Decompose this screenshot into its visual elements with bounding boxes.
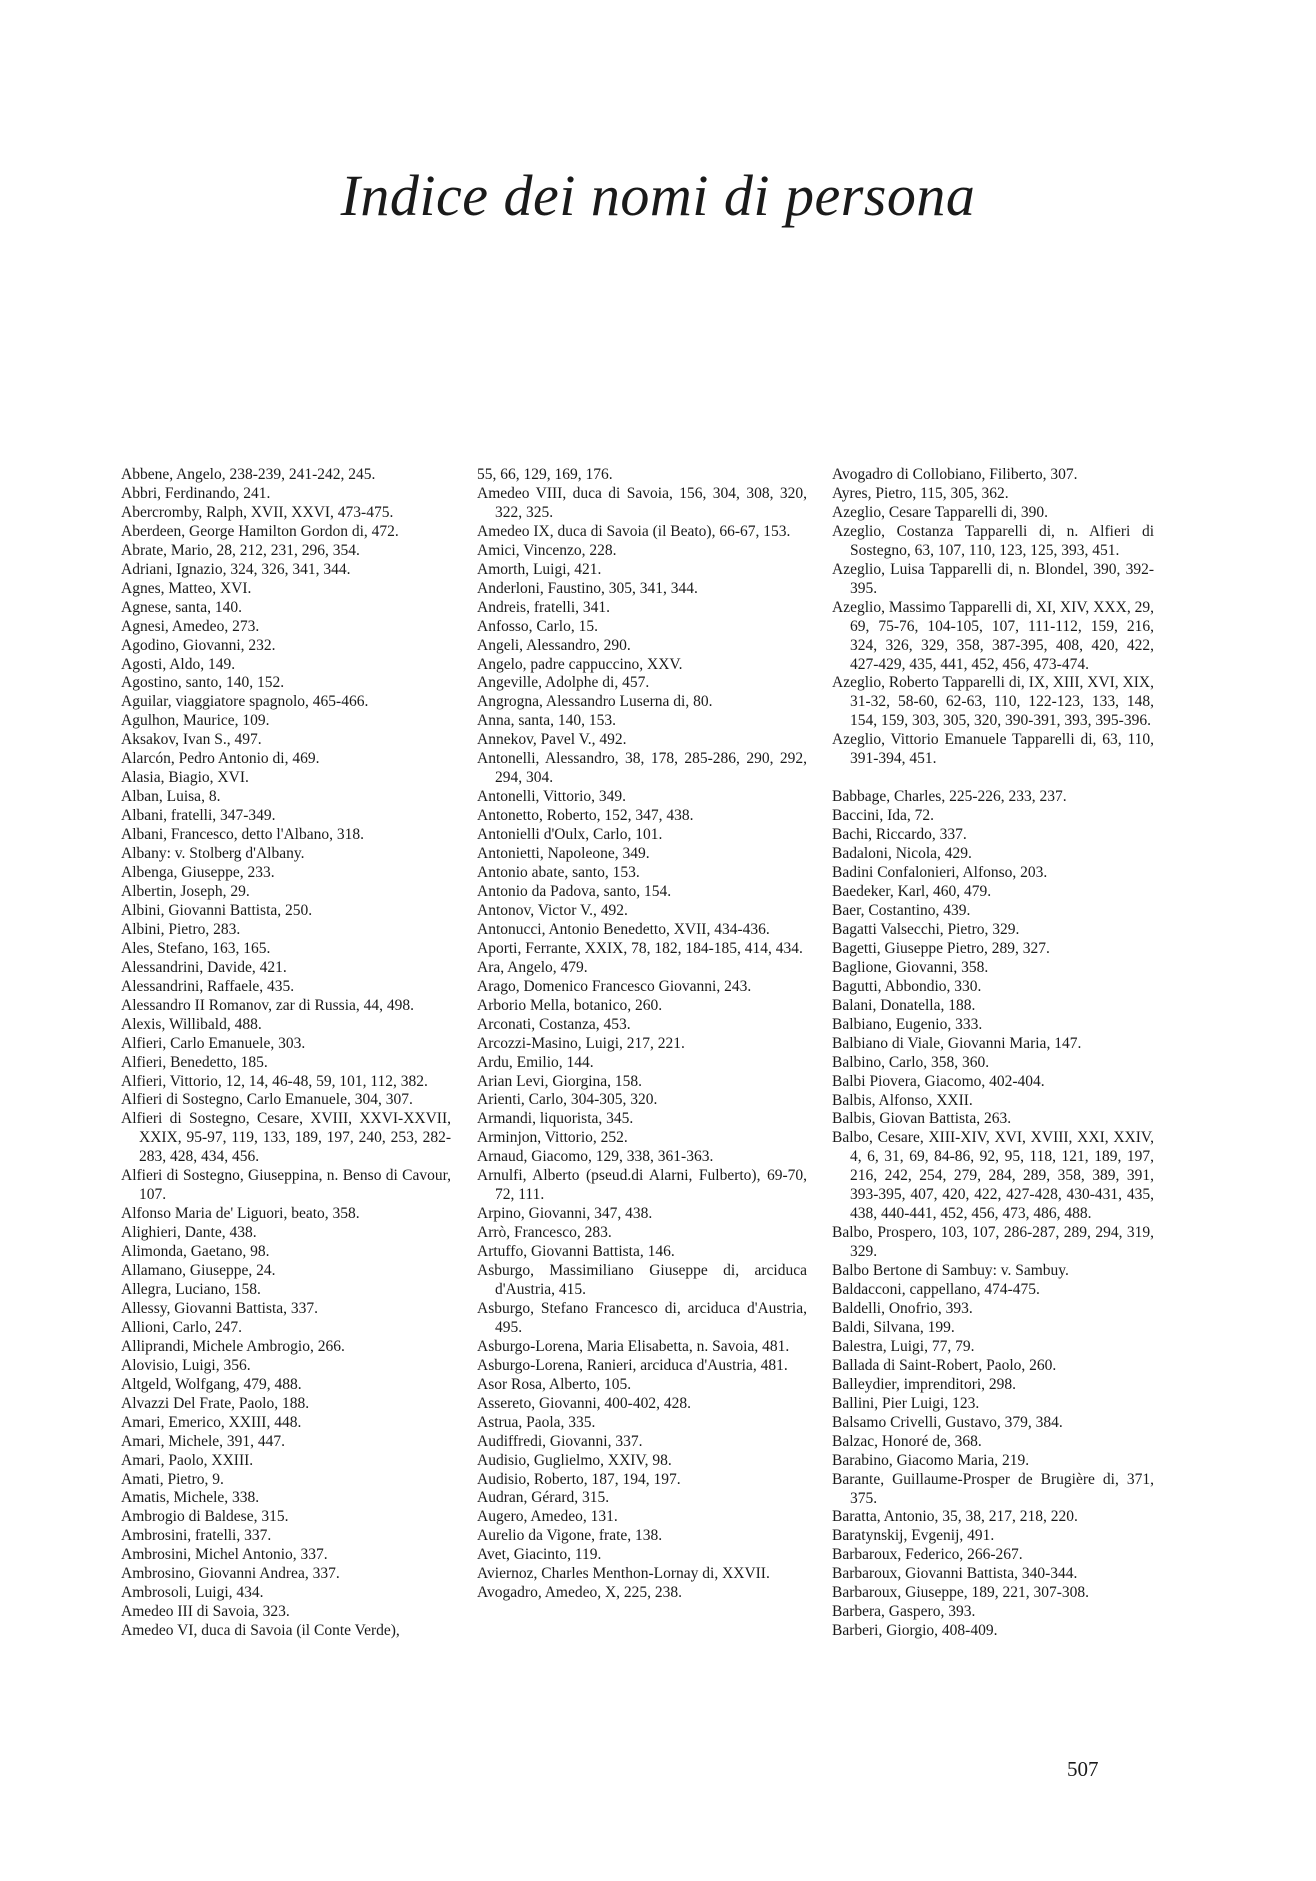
index-entry: Barbaroux, Giuseppe, 189, 221, 307-308. [832,1584,1089,1602]
index-entry: Altgeld, Wolfgang, 479, 488. [121,1375,302,1393]
index-entry: Amedeo IX, duca di Savoia (il Beato), 66-67, 153. [477,522,791,540]
index-entry: Agodino, Giovanni, 232. [121,636,276,654]
index-entry: Alovisio, Luigi, 356. [121,1356,251,1374]
index-entry: Bagatti Valsecchi, Pietro, 329. [832,920,1020,938]
index-entry: Azeglio, Cesare Tapparelli di, 390. [832,503,1048,521]
index-entry: Alfieri di Sostegno, Cesare, XVIII, XXVI-XXVII, XXIX, 95-97, 119, 133, 189, 197, 240, 253, 282-283, 428, 434, 456. [121,1110,451,1166]
index-entry: Balbo Bertone di Sambuy: v. Sambuy. [832,1262,1069,1280]
index-entry: Badini Confalonieri, Alfonso, 203. [832,864,1048,882]
index-entry: Ambrosoli, Luigi, 434. [121,1584,264,1602]
index-entry: Alfieri, Vittorio, 12, 14, 46-48, 59, 101, 112, 382. [121,1072,428,1090]
index-entry: Alfieri di Sostegno, Carlo Emanuele, 304, 307. [121,1091,413,1109]
index-entry: Avet, Giacinto, 119. [477,1546,602,1564]
index-entry: Amati, Pietro, 9. [121,1470,224,1488]
index-entry: Bachi, Riccardo, 337. [832,826,967,844]
index-entry: Artuffo, Giovanni Battista, 146. [477,1243,675,1261]
index-entry: Allioni, Carlo, 247. [121,1318,242,1336]
index-entry: Abercromby, Ralph, XVII, XXVI, 473-475. [121,503,394,521]
index-entry: Ambrogio di Baldese, 315. [121,1508,289,1526]
index-entry: Ayres, Pietro, 115, 305, 362. [832,484,1009,502]
index-entry: Abrate, Mario, 28, 212, 231, 296, 354. [121,541,360,559]
index-entry: Agostino, santo, 140, 152. [121,674,285,692]
index-entry: Alighieri, Dante, 438. [121,1224,257,1242]
index-entry: Azeglio, Luisa Tapparelli di, n. Blondel, 390, 392-395. [832,560,1154,597]
index-entry: Angelo, padre cappuccino, XXV. [477,655,683,673]
index-entry: Aurelio da Vigone, frate, 138. [477,1527,663,1545]
index-entry: Amari, Michele, 391, 447. [121,1432,286,1450]
index-entry: Allamano, Giuseppe, 24. [121,1262,276,1280]
index-entry: Balsamo Crivelli, Gustavo, 379, 384. [832,1413,1063,1431]
index-entry: Alfieri, Carlo Emanuele, 303. [121,1034,306,1052]
index-entry: Albani, Francesco, detto l'Albano, 318. [121,826,364,844]
index-entry: Antonucci, Antonio Benedetto, XVII, 434-436. [477,920,770,938]
index-entry: Amari, Emerico, XXIII, 448. [121,1413,302,1431]
index-entry: Balbiano di Viale, Giovanni Maria, 147. [832,1034,1082,1052]
index-entry: Ballini, Pier Luigi, 123. [832,1394,980,1412]
index-entry: Barabino, Giacomo Maria, 219. [832,1451,1030,1469]
index-entry: Aberdeen, George Hamilton Gordon di, 472. [121,522,399,540]
index-entry: Amici, Vincenzo, 228. [477,541,617,559]
index-entry: Amedeo VIII, duca di Savoia, 156, 304, 308, 320, 322, 325. [477,484,807,521]
index-entry: Agnese, santa, 140. [121,598,242,616]
index-entry: Alessandro II Romanov, zar di Russia, 44, 498. [121,996,415,1014]
index-entry: Anderloni, Faustino, 305, 341, 344. [477,579,698,597]
index-entry: Angrogna, Alessandro Luserna di, 80. [477,693,713,711]
index-entry: Antonielli d'Oulx, Carlo, 101. [477,826,663,844]
index-entry: Baldacconi, cappellano, 474-475. [832,1281,1040,1299]
index-entry: Antonov, Victor V., 492. [477,901,628,919]
page-number: 507 [1067,1757,1099,1781]
index-entry: Ambrosino, Giovanni Andrea, 337. [121,1565,340,1583]
index-entry: Albertin, Joseph, 29. [121,882,250,900]
index-entry: Aguilar, viaggiatore spagnolo, 465-466. [121,693,369,711]
index-entry: Balzac, Honoré de, 368. [832,1432,982,1450]
index-entry: Balbino, Carlo, 358, 360. [832,1053,990,1071]
index-entry: Asburgo, Massimiliano Giuseppe di, arciduca d'Austria, 415. [477,1262,807,1298]
index-entry: Armandi, liquorista, 345. [477,1110,634,1128]
index-entry: Audiffredi, Giovanni, 337. [477,1432,643,1450]
index-entry: 55, 66, 129, 169, 176. [477,466,613,483]
index-entry: Barbera, Gaspero, 393. [832,1603,976,1621]
index-entry: Asburgo-Lorena, Maria Elisabetta, n. Savoia, 481. [477,1337,790,1355]
index-entry: Asburgo-Lorena, Ranieri, arciduca d'Austria, 481. [477,1356,788,1374]
index-entry: Audran, Gérard, 315. [477,1489,610,1507]
index-entry: Baer, Costantino, 439. [832,901,971,919]
index-entry: Baglione, Giovanni, 358. [832,958,989,976]
index-entry: Assereto, Giovanni, 400-402, 428. [477,1394,691,1412]
index-entry: Aporti, Ferrante, XXIX, 78, 182, 184-185, 414, 434. [477,939,803,957]
index-entry: Arnaud, Giacomo, 129, 338, 361-363. [477,1148,714,1166]
index-entry: Adriani, Ignazio, 324, 326, 341, 344. [121,560,351,578]
index-entry: Baccini, Ida, 72. [832,807,935,825]
index-entry: Alvazzi Del Frate, Paolo, 188. [121,1394,310,1412]
index-entry: Astrua, Paola, 335. [477,1413,596,1431]
index-entry: Anna, santa, 140, 153. [477,712,617,730]
index-entry: Agnes, Matteo, XVI. [121,579,252,597]
index-entry: Andreis, fratelli, 341. [477,598,611,616]
index-entry: Baldelli, Onofrio, 393. [832,1299,973,1317]
index-entry: Balbi Piovera, Giacomo, 402-404. [832,1072,1045,1090]
index-entry: Abbene, Angelo, 238-239, 241-242, 245. [121,466,376,483]
index-entry: Baedeker, Karl, 460, 479. [832,883,992,901]
index-entry: Alban, Luisa, 8. [121,788,221,806]
index-entry: Balleydier, imprenditori, 298. [832,1375,1017,1393]
index-entry: Angeville, Adolphe di, 457. [477,674,650,692]
index-entry: Alfonso Maria de' Liguori, beato, 358. [121,1205,360,1223]
index-entry: Alessandrini, Davide, 421. [121,958,287,976]
index-entry: Azeglio, Costanza Tapparelli di, n. Alfieri di Sostegno, 63, 107, 110, 123, 125, 393, 451. [832,522,1154,559]
index-entry: Antonelli, Vittorio, 349. [477,788,627,806]
index-entry: Arnulfi, Alberto (pseud.di Alarni, Fulberto), 69-70, 72, 111. [477,1167,807,1204]
index-entry: Alexis, Willibald, 488. [121,1015,262,1033]
index-entry: Antonetto, Roberto, 152, 347, 438. [477,807,694,825]
index-entry: Alliprandi, Michele Ambrogio, 266. [121,1337,345,1355]
index-entry: Balani, Donatella, 188. [832,996,976,1014]
index-entry: Balbiano, Eugenio, 333. [832,1015,983,1033]
index-entry: Alfieri, Benedetto, 185. [121,1053,268,1071]
index-entry: Agosti, Aldo, 149. [121,655,236,673]
index-entry: Barbaroux, Federico, 266-267. [832,1546,1023,1564]
index-entry: Albini, Pietro, 283. [121,920,241,938]
index-entry: Agulhon, Maurice, 109. [121,712,270,730]
index-entry: Avogadro di Collobiano, Filiberto, 307. [832,466,1078,483]
index-column-2 [477,466,807,1603]
index-entry: Arpino, Giovanni, 347, 438. [477,1205,653,1223]
index-entry: Bagetti, Giuseppe Pietro, 289, 327. [832,939,1050,957]
index-entry: Audisio, Roberto, 187, 194, 197. [477,1470,681,1488]
index-entry: Arminjon, Vittorio, 252. [477,1129,628,1147]
index-entry: Allegra, Luciano, 158. [121,1280,261,1298]
index-entry: Audisio, Guglielmo, XXIV, 98. [477,1451,672,1469]
index-entry: Barante, Guillaume-Prosper de Brugière di, 371, 375. [832,1470,1154,1507]
page-title: Indice dei nomi di persona [340,163,976,228]
index-column-3 [832,466,1154,1641]
index-entry: Barbaroux, Giovanni Battista, 340-344. [832,1565,1078,1583]
index-entry: Albani, fratelli, 347-349. [121,807,276,825]
index-entry: Amari, Paolo, XXIII. [121,1451,254,1469]
index-entry: Babbage, Charles, 225-226, 233, 237. [832,788,1067,806]
index-entry: Balestra, Luigi, 77, 79. [832,1337,975,1355]
index-entry: Azeglio, Massimo Tapparelli di, XI, XIV, XXX, 29, 69, 75-76, 104-105, 107, 111-112, 159, 216, 324, 326, 329, 358, 387-395, 408, 420, 422, 427-429, 435, 441, 452, 456, 473-474. [832,598,1154,673]
index-entry: Baratynskij, Evgenij, 491. [832,1527,995,1545]
index-entry: Ballada di Saint-Robert, Paolo, 260. [832,1356,1057,1374]
index-entry: Anfosso, Carlo, 15. [477,617,598,635]
index-entry: Amedeo III di Savoia, 323. [121,1603,290,1621]
index-entry: Antonelli, Alessandro, 38, 178, 285-286, 290, 292, 294, 304. [477,750,807,787]
index-entry: Azeglio, Vittorio Emanuele Tapparelli di, 63, 110, 391-394, 451. [832,731,1154,768]
index-entry: Asburgo, Stefano Francesco di, arciduca d'Austria, 495. [477,1299,807,1336]
index-entry: Albany: v. Stolberg d'Albany. [121,845,305,863]
index-entry: Augero, Amedeo, 131. [477,1508,618,1526]
index-entry: Balbis, Giovan Battista, 263. [832,1110,1012,1128]
index-entry: Amatis, Michele, 338. [121,1489,260,1507]
index-entry: Annekov, Pavel V., 492. [477,731,627,749]
index-entry: Alfieri di Sostegno, Giuseppina, n. Benso di Cavour, 107. [121,1167,451,1204]
index-entry: Amorth, Luigi, 421. [477,560,602,578]
index-entry: Balbo, Cesare, XIII-XIV, XVI, XVIII, XXI, XXIV, 4, 6, 31, 69, 84-86, 92, 95, 118, 121, 189, 197, 216, 242, 254, 279, 284, 289, 358, 389, 391, 393-395, 407, 420, 422, 427-428, 430-431, 435, 438, 440-441, 452, 456, 473, 486, 488. [832,1129,1154,1223]
index-entry: Balbo, Prospero, 103, 107, 286-287, 289, 294, 319, 329. [832,1224,1154,1261]
index-entry: Badaloni, Nicola, 429. [832,845,972,863]
index-entry: Ambrosini, Michel Antonio, 337. [121,1546,328,1564]
index-entry: Abbri, Ferdinando, 241. [121,484,271,502]
index-entry: Azeglio, Roberto Tapparelli di, IX, XIII, XVI, XIX, 31-32, 58-60, 62-63, 110, 122-123, 133, 148, 154, 159, 303, 305, 320, 390-391, 393, 395-396. [832,674,1154,730]
index-entry: Avogadro, Amedeo, X, 225, 238. [477,1584,683,1602]
index-entry: Allessy, Giovanni Battista, 337. [121,1299,319,1317]
index-entry: Arienti, Carlo, 304-305, 320. [477,1091,658,1109]
index-entry: Arcozzi-Masino, Luigi, 217, 221. [477,1034,685,1052]
index-entry: Baldi, Silvana, 199. [832,1318,955,1336]
index-entry: Barberi, Giorgio, 408-409. [832,1622,998,1640]
index-entry: Albini, Giovanni Battista, 250. [121,901,313,919]
index-entry: Amedeo VI, duca di Savoia (il Conte Verde), [121,1622,400,1640]
index-entry: Bagutti, Abbondio, 330. [832,977,982,995]
index-column-1 [121,466,451,1641]
index-entry: Aksakov, Ivan S., 497. [121,731,262,749]
index-entry: Ambrosini, fratelli, 337. [121,1527,272,1545]
index-entry: Alessandrini, Raffaele, 435. [121,977,295,995]
index-entry: Albenga, Giuseppe, 233. [121,864,275,882]
index-entry: Arago, Domenico Francesco Giovanni, 243. [477,977,752,995]
index-entry: Alarcón, Pedro Antonio di, 469. [121,750,320,768]
index-entry: Ales, Stefano, 163, 165. [121,939,271,957]
index-entry: Arborio Mella, botanico, 260. [477,996,663,1014]
index-entry: Ardu, Emilio, 144. [477,1053,594,1071]
index-entry: Antonio da Padova, santo, 154. [477,882,672,900]
index-entry: Aviernoz, Charles Menthon-Lornay di, XXVII. [477,1565,770,1583]
index-entry: Arian Levi, Giorgina, 158. [477,1072,643,1090]
index-entry: Ara, Angelo, 479. [477,958,588,976]
index-entry: Alasia, Biagio, XVI. [121,769,249,787]
index-entry: Antonio abate, santo, 153. [477,864,640,882]
index-entry: Asor Rosa, Alberto, 105. [477,1375,632,1393]
index-entry: Angeli, Alessandro, 290. [477,636,631,654]
index-entry: Alimonda, Gaetano, 98. [121,1243,270,1261]
index-entry: Agnesi, Amedeo, 273. [121,617,260,635]
index-entry: Arconati, Costanza, 453. [477,1015,631,1033]
index-entry: Balbis, Alfonso, XXII. [832,1091,973,1109]
index-entry: Antonietti, Napoleone, 349. [477,845,650,863]
index-entry: Baratta, Antonio, 35, 38, 217, 218, 220. [832,1508,1078,1526]
index-entry: Arrò, Francesco, 283. [477,1224,612,1242]
